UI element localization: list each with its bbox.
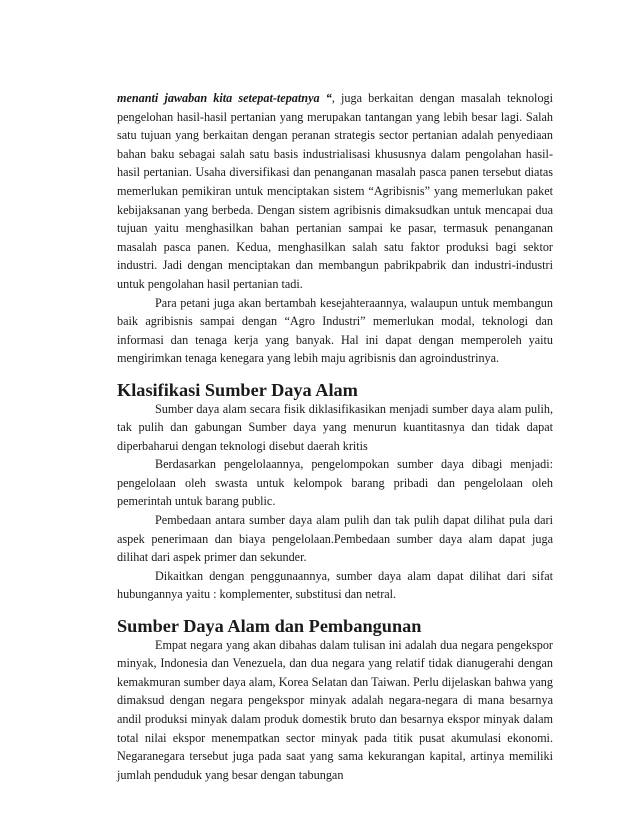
section-heading-klasifikasi: Klasifikasi Sumber Daya Alam <box>117 379 358 400</box>
intro-lead-italic: menanti jawaban kita setepat-tepatnya “ <box>117 91 332 105</box>
section1-paragraph-3: Pembedaan antara sumber daya alam pulih dan tak pulih dapat dilihat pula dari aspek penerimaan dan biaya pengelolaan.Pembedaan sumber daya alam dapat juga dilihat dari aspek primer dan sekunder. <box>117 513 553 565</box>
section1-paragraph-2: Berdasarkan pengelolaannya, pengelompokan sumber daya dibagi menjadi: pengelolaan oleh swasta untuk kelompok barang pribadi dan pengelolaan oleh pemerintah untuk barang public. <box>117 457 553 509</box>
document-page <box>117 89 553 784</box>
intro-paragraph <box>117 89 553 294</box>
intro-paragraph-2: Para petani juga akan bertambah kesejahteraannya, walaupun untuk membangun baik agribisnis sampai dengan “Agro Industri” memerlukan modal, teknologi dan informasi dan tenaga kerja yang banyak. Hal ini dapat dengan memperoleh yaitu mengirimkan tenaga kenegara yang lebih maju agribisnis dan agroindustrinya. <box>117 295 553 366</box>
section2-paragraph-1: Empat negara yang akan dibahas dalam tulisan ini adalah dua negara pengekspor minyak, Indonesia dan Venezuela, dan dua negara yang relatif tidak dianugerahi dengan kemakmuran sumber daya alam, Korea Selatan dan Taiwan. Perlu dijelaskan bahwa yang dimaksud dengan negara pengekspor minyak adalah negara-negara di mana besarnya andil produksi minyak dalam produk domestik bruto dan besarnya ekspor minyak dalam total nilai ekspor menempatkan sector minyak pada titik pusat akumulasi ekonomi. Negaranegara tersebut juga pada saat yang sama kekurangan kapital, artinya memiliki jumlah penduduk yang besar dengan tabungan <box>117 637 553 782</box>
section1-paragraph-4: Dikaitkan dengan penggunaannya, sumber daya alam dapat dilihat dari sifat hubungannya yaitu : komplementer, substitusi dan netral. <box>117 568 553 602</box>
section-gap <box>117 368 553 381</box>
section1-paragraph-1: Sumber daya alam secara fisik diklasifikasikan menjadi sumber daya alam pulih, tak pulih dan gabungan Sumber daya yang menurun kuantitasnya dan tidak dapat diperbaharui dengan teknologi disebut daerah kritis <box>117 401 553 453</box>
section-heading-pembangunan: Sumber Daya Alam dan Pembangunan <box>117 616 422 637</box>
intro-paragraph-text: , juga berkaitan dengan masalah teknologi pengelohan hasil-hasil pertanian yang merupakan tantangan yang lebih besar lagi. Salah satu tujuan yang berkaitan dengan peranan strategis sector pertanian adalah penyediaan bahan baku sebagai salah satu basis industrialisasi khususnya dalam pengolahan hasil-hasil pertanian. Usaha diversifikasi dan penanganan masalah pasca panen tersebut diatas memerlukan pemikiran untuk menciptakan sistem “Agribisnis” yang memerlukan paket kebijaksanan yang berbeda. Dengan sistem agribisnis dimaksudkan untuk mencapai dua tujuan yaitu menghasilkan bahan pertanian sampai ke pasar, termasuk penanganan masalah pasca panen. Kedua, menghasilkan salah satu faktor produksi bagi sektor industri. Jadi dengan menciptakan dan membangun pabrikpabrik dan industri-industri untuk pengolahan hasil pertanian tadi. <box>117 91 554 291</box>
